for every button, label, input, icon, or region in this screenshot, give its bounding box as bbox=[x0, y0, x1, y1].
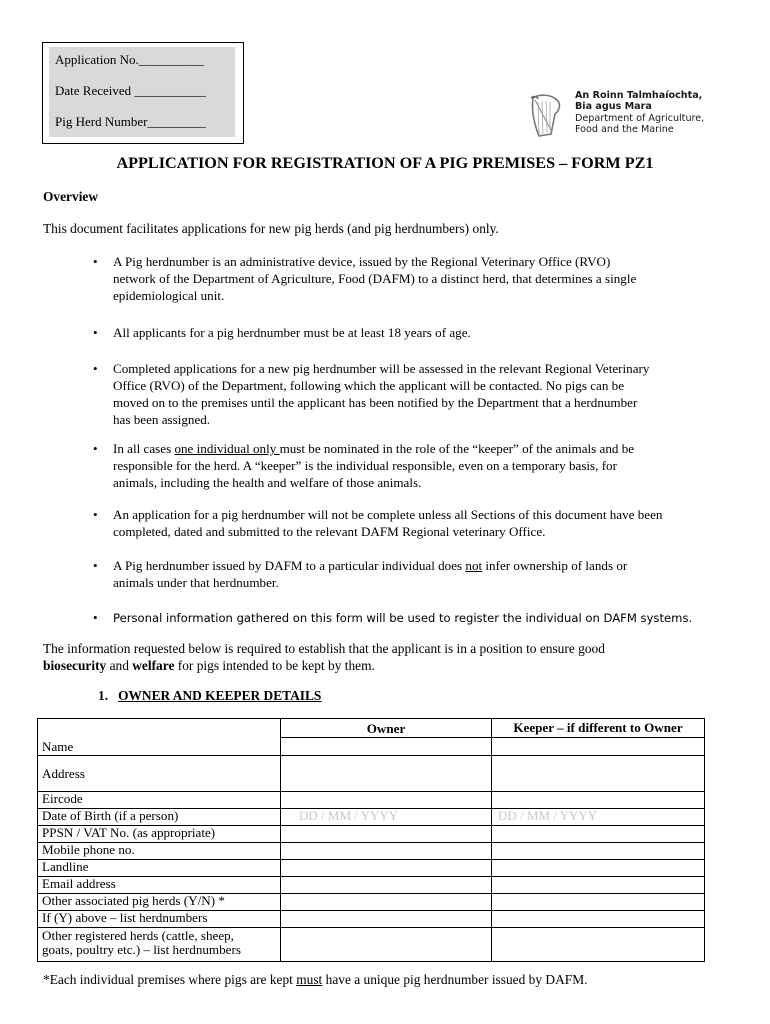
bullet-line: Completed applications for a new pig herdnumber will be assessed in the relevant Regional Veterinary bbox=[113, 361, 650, 376]
bullet-line: animals under that herdnumber. bbox=[113, 575, 279, 590]
text-run: infer ownership of lands or bbox=[482, 558, 628, 573]
text-run: In all cases bbox=[113, 441, 175, 456]
pig-herd-number-field[interactable]: Pig Herd Number_________ bbox=[55, 114, 206, 129]
bullet-line: moved on to the premises until the applicant has been notified by the Department that a herdnumber bbox=[113, 395, 638, 410]
keeper-ppsn-input[interactable] bbox=[492, 826, 705, 843]
keeper-dob-input[interactable]: DD / MM / YYYY bbox=[492, 809, 705, 826]
bullet-keeper bbox=[113, 440, 733, 491]
date-received-field[interactable]: Date Received ___________ bbox=[55, 83, 206, 98]
table-row bbox=[38, 826, 705, 843]
bullet-marker: • bbox=[93, 361, 98, 376]
table-row bbox=[38, 860, 705, 877]
department-irish-line2: Bia agus Mara bbox=[575, 101, 652, 113]
bold-text: biosecurity bbox=[43, 658, 107, 673]
bullet-marker: • bbox=[93, 254, 98, 269]
bullet-line: An application for a pig herdnumber will not be complete unless all Sections of this document have been bbox=[113, 507, 663, 522]
keeper-column-header: Keeper – if different to Owner bbox=[492, 719, 705, 738]
keeper-list-herdnumbers-input[interactable] bbox=[492, 911, 705, 928]
keeper-eircode-input[interactable] bbox=[492, 792, 705, 809]
bullet-ownership bbox=[113, 557, 733, 591]
paragraph-line: The information requested below is required to establish that the applicant is in a position to ensure good bbox=[43, 641, 605, 656]
department-english-line2: Food and the Marine bbox=[575, 124, 674, 136]
department-name bbox=[575, 90, 704, 136]
row-label-other-pig-herds: Other associated pig herds (Y/N) * bbox=[38, 894, 281, 911]
bullet-line: Personal information gathered on this form will be used to register the individual on DAFM systems. bbox=[113, 611, 693, 625]
bullet-assessment bbox=[113, 360, 733, 428]
label-line: Other registered herds (cattle, sheep, bbox=[42, 928, 234, 943]
keeper-other-registered-herds-input[interactable] bbox=[492, 928, 705, 962]
owner-other-registered-herds-input[interactable] bbox=[281, 928, 492, 962]
bullet-line: responsible for the herd. A “keeper” is the individual responsible, even on a temporary basis, for bbox=[113, 458, 617, 473]
owner-address-input[interactable] bbox=[281, 756, 492, 792]
application-number-field[interactable]: Application No.__________ bbox=[55, 52, 204, 67]
keeper-other-pig-herds-input[interactable] bbox=[492, 894, 705, 911]
bold-text: welfare bbox=[132, 658, 175, 673]
section-title: OWNER AND KEEPER DETAILS bbox=[118, 688, 322, 703]
overview-intro: This document facilitates applications for new pig herds (and pig herdnumbers) only. bbox=[43, 221, 499, 236]
row-label-list-herdnumbers: If (Y) above – list herdnumbers bbox=[38, 911, 281, 928]
underlined-text: must bbox=[296, 972, 323, 987]
row-label-ppsn: PPSN / VAT No. (as appropriate) bbox=[38, 826, 281, 843]
bullet-line: Office (RVO) of the Department, following which the applicant will be contacted. No pigs can be bbox=[113, 378, 625, 393]
table-row bbox=[38, 877, 705, 894]
keeper-email-input[interactable] bbox=[492, 877, 705, 894]
department-irish-line1: An Roinn Talmhaíochta, bbox=[575, 90, 703, 101]
office-use-shading bbox=[49, 47, 235, 137]
row-label-name bbox=[38, 719, 281, 756]
section-1-heading bbox=[98, 688, 321, 704]
text-run: A Pig herdnumber issued by DAFM to a particular individual does bbox=[113, 558, 466, 573]
table-row bbox=[38, 756, 705, 792]
keeper-mobile-input[interactable] bbox=[492, 843, 705, 860]
bullet-completeness bbox=[113, 506, 733, 540]
owner-mobile-input[interactable] bbox=[281, 843, 492, 860]
label-text: Address bbox=[42, 765, 85, 781]
bullet-line: network of the Department of Agriculture, Food (DAFM) to a distinct herd, that determines a single bbox=[113, 271, 637, 286]
row-label-other-registered-herds bbox=[38, 928, 281, 962]
table-row bbox=[38, 894, 705, 911]
paragraph-line bbox=[43, 657, 605, 674]
label-line: goats, poultry etc.) – list herdnumbers bbox=[42, 942, 241, 957]
text-run: have a unique pig herdnumber issued by DAFM. bbox=[322, 972, 588, 987]
underlined-text: one individual only bbox=[174, 441, 280, 456]
keeper-address-input[interactable] bbox=[492, 756, 705, 792]
section-number: 1. bbox=[98, 688, 109, 703]
text-run: *Each individual premises where pigs are kept bbox=[43, 972, 297, 987]
form-title: APPLICATION FOR REGISTRATION OF A PIG PREMISES – FORM PZ1 bbox=[116, 154, 654, 172]
table-row bbox=[38, 843, 705, 860]
bullet-line bbox=[113, 557, 733, 574]
row-label-dob: Date of Birth (if a person) bbox=[38, 809, 281, 826]
bullet-line: has been assigned. bbox=[113, 412, 211, 427]
owner-keeper-table bbox=[37, 718, 705, 962]
bullet-line: completed, dated and submitted to the relevant DAFM Regional veterinary Office. bbox=[113, 524, 546, 539]
owner-name-input[interactable] bbox=[281, 738, 492, 756]
overview-heading: Overview bbox=[43, 189, 99, 204]
bullet-marker: • bbox=[93, 325, 98, 340]
table-row bbox=[38, 809, 705, 826]
footnote bbox=[43, 972, 587, 988]
bullet-marker: • bbox=[93, 558, 98, 573]
harp-crest-logo bbox=[525, 92, 567, 145]
department-english-line1: Department of Agriculture, bbox=[575, 112, 705, 124]
office-use-box bbox=[42, 42, 244, 144]
owner-dob-input[interactable]: DD / MM / YYYY bbox=[281, 809, 492, 826]
owner-eircode-input[interactable] bbox=[281, 792, 492, 809]
owner-column-header: Owner bbox=[281, 719, 492, 738]
table-header-row bbox=[38, 719, 705, 738]
owner-list-herdnumbers-input[interactable] bbox=[281, 911, 492, 928]
keeper-name-input[interactable] bbox=[492, 738, 705, 756]
table-row bbox=[38, 928, 705, 962]
owner-ppsn-input[interactable] bbox=[281, 826, 492, 843]
keeper-landline-input[interactable] bbox=[492, 860, 705, 877]
owner-landline-input[interactable] bbox=[281, 860, 492, 877]
bullet-marker: • bbox=[93, 507, 98, 522]
text-run: for pigs intended to be kept by them. bbox=[174, 658, 375, 673]
row-label-mobile: Mobile phone no. bbox=[38, 843, 281, 860]
table-row bbox=[38, 792, 705, 809]
bullet-line: epidemiological unit. bbox=[113, 288, 225, 303]
bullet-line: All applicants for a pig herdnumber must be at least 18 years of age. bbox=[113, 325, 471, 340]
text-run: and bbox=[106, 658, 133, 673]
bullet-line: animals, including the health and welfare of those animals. bbox=[113, 475, 422, 490]
bullet-line bbox=[113, 440, 733, 457]
table-row bbox=[38, 911, 705, 928]
underlined-text: not bbox=[465, 558, 483, 573]
row-label-landline: Landline bbox=[38, 860, 281, 877]
bullet-herdnumber-definition bbox=[113, 253, 733, 304]
bullet-line: A Pig herdnumber is an administrative device, issued by the Regional Veterinary Office (RVO) bbox=[113, 254, 611, 269]
label-text: Name bbox=[42, 739, 74, 754]
owner-email-input[interactable] bbox=[281, 877, 492, 894]
row-label-email: Email address bbox=[38, 877, 281, 894]
owner-other-pig-herds-input[interactable] bbox=[281, 894, 492, 911]
text-run: must be nominated in the role of the “keeper” of the animals and be bbox=[279, 441, 635, 456]
bullet-age-requirement bbox=[113, 324, 733, 341]
bullet-personal-information bbox=[113, 610, 733, 627]
bullet-marker: • bbox=[93, 610, 98, 625]
row-label-address bbox=[38, 756, 281, 792]
bullet-marker: • bbox=[93, 441, 98, 456]
biosecurity-paragraph bbox=[43, 640, 605, 674]
row-label-eircode: Eircode bbox=[38, 792, 281, 809]
